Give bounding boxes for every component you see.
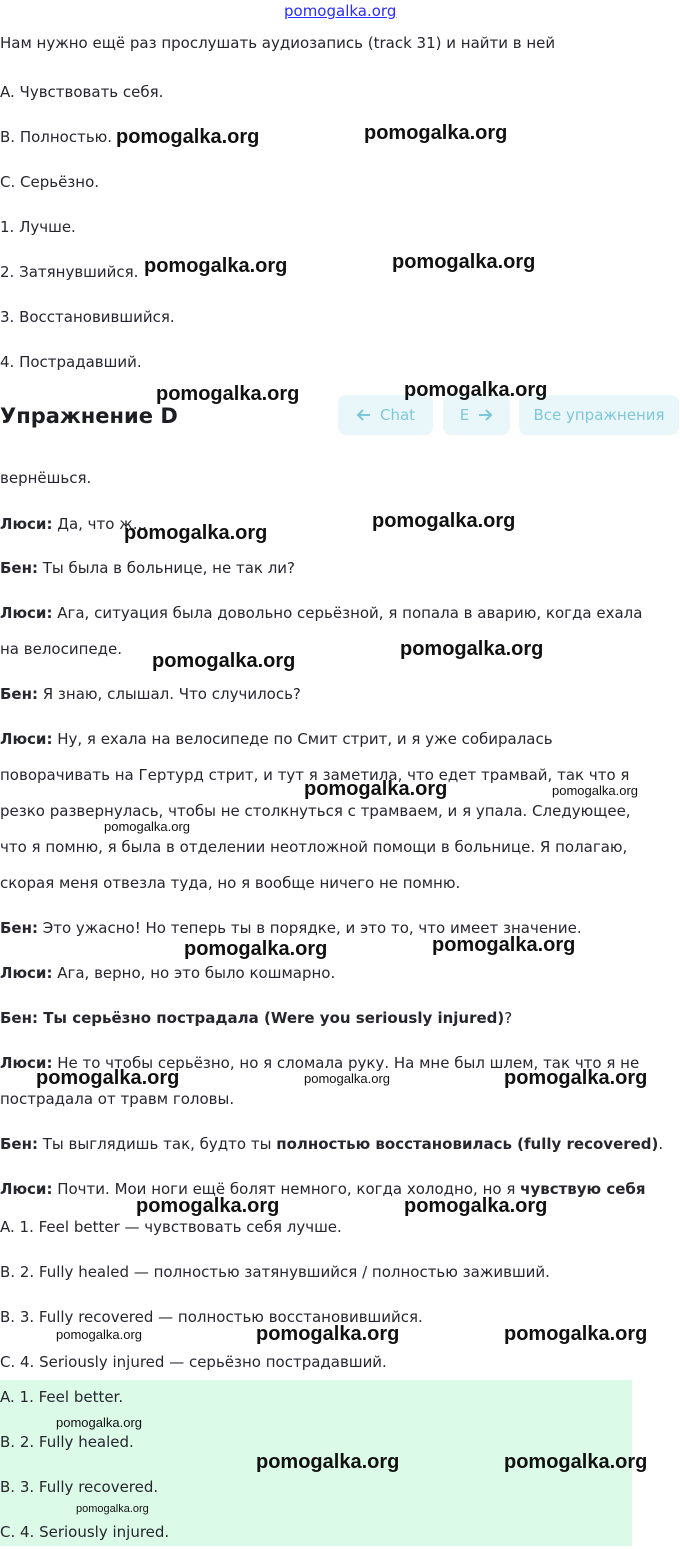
watermark: pomogalka.org <box>304 778 448 800</box>
watermark: pomogalka.org <box>56 1415 142 1430</box>
letter-item-b: B. Полностью. <box>0 128 113 146</box>
dialogue-line: что я помню, я была в отделении неотложной помощи в больнице. Я полагаю, <box>0 838 628 856</box>
site-logo[interactable]: pomogalka.org <box>284 2 397 20</box>
number-item-4: 4. Пострадавший. <box>0 353 142 371</box>
watermark: pomogalka.org <box>432 934 576 956</box>
speaker-name: Люси: <box>0 1180 53 1198</box>
dialogue-line <box>0 729 553 749</box>
explanation-item: C. 4. Seriously injured — серьёзно пострадавший. <box>0 1353 387 1371</box>
explanation-item: B. 2. Fully healed — полностью затянувшийся / полностью заживший. <box>0 1263 550 1281</box>
watermark: pomogalka.org <box>104 819 190 834</box>
explanation-item: A. 1. Feel better — чувствовать себя лучше. <box>0 1218 342 1236</box>
watermark: pomogalka.org <box>400 638 544 660</box>
watermark: pomogalka.org <box>304 1071 390 1086</box>
speech-text: Ты выглядишь так, будто ты <box>37 1135 277 1153</box>
speech-text: Ты была в больнице, не так ли? <box>37 559 296 577</box>
speaker-name: Люси: <box>0 604 53 622</box>
speaker-name: Люси: <box>0 964 53 982</box>
watermark: pomogalka.org <box>256 1451 400 1473</box>
number-item-3: 3. Восстановившийся. <box>0 308 175 326</box>
highlight-phrase: полностью восстановилась (fully recovered) <box>276 1135 659 1153</box>
dialogue-line <box>0 1179 646 1199</box>
dialogue-line <box>0 684 301 704</box>
speech-text: Это ужасно! Но теперь ты в порядке, и это то, что имеет значение. <box>37 919 582 937</box>
speaker-name: Бен: <box>0 685 38 703</box>
speaker-name: Люси: <box>0 730 53 748</box>
exercise-title: Упражнение D <box>0 404 178 428</box>
answer-item: B. 3. Fully recovered. <box>0 1478 159 1496</box>
watermark: pomogalka.org <box>552 783 638 798</box>
answer-item: A. 1. Feel better. <box>0 1388 124 1406</box>
watermark: pomogalka.org <box>136 1195 280 1217</box>
next-exercise-label: E <box>459 406 470 424</box>
prev-exercise-label: Chat <box>379 406 416 424</box>
dialogue-line: вернёшься. <box>0 469 92 487</box>
watermark: pomogalka.org <box>504 1451 648 1473</box>
dialogue-line: пострадала от травм головы. <box>0 1090 235 1108</box>
watermark: pomogalka.org <box>124 522 268 544</box>
watermark: pomogalka.org <box>156 383 300 405</box>
speaker-name: Бен: <box>0 559 38 577</box>
dialogue-line <box>0 603 642 623</box>
speech-text: Ага, верно, но это было кошмарно. <box>52 964 336 982</box>
speaker-name: Бен: <box>0 919 38 937</box>
watermark: pomogalka.org <box>392 251 536 273</box>
speech-text: Я знаю, слышал. Что случилось? <box>37 685 301 703</box>
watermark: pomogalka.org <box>372 510 516 532</box>
dialogue-line: на велосипеде. <box>0 640 122 658</box>
speech-text: Ну, я ехала на велосипеде по Смит стрит, и я уже собиралась <box>52 730 553 748</box>
watermark: pomogalka.org <box>116 126 260 148</box>
watermark: pomogalka.org <box>364 122 508 144</box>
speech-text: Почти. Мои ноги ещё болят немного, когда холодно, но я <box>52 1180 521 1198</box>
watermark: pomogalka.org <box>144 255 288 277</box>
dialogue-line: скорая меня отвезла туда, но я вообще ничего не помню. <box>0 874 461 892</box>
speech-text: Да, что ж... <box>52 515 148 533</box>
intro-text: Нам нужно ещё раз прослушать аудиозапись (track 31) и найти в ней <box>0 34 556 52</box>
letter-item-c: C. Серьёзно. <box>0 173 100 191</box>
dialogue-line <box>0 963 335 983</box>
dialogue-line: резко развернулась, чтобы не столкнуться с трамваем, и я упала. Следующее, <box>0 802 631 820</box>
all-exercises-label: Все упражнения <box>533 406 665 424</box>
watermark: pomogalka.org <box>56 1327 142 1342</box>
answer-item: C. 4. Seriously injured. <box>0 1523 170 1541</box>
number-item-2: 2. Затянувшийся. <box>0 263 139 281</box>
number-item-1: 1. Лучше. <box>0 218 76 236</box>
watermark: pomogalka.org <box>504 1323 648 1345</box>
speaker-name: Люси: <box>0 1054 53 1072</box>
dialogue-line <box>0 1008 512 1028</box>
watermark: pomogalka.org <box>404 1195 548 1217</box>
dialogue-line: поворачивать на Гертурд стрит, и тут я заметила, что едет трамвай, так что я <box>0 766 630 784</box>
watermark: pomogalka.org <box>76 1503 149 1515</box>
arrow-right-icon <box>477 407 493 423</box>
speaker-name: Люси: <box>0 515 53 533</box>
arrow-left-icon <box>356 407 372 423</box>
speech-text: Не то чтобы серьёзно, но я сломала руку. На мне был шлем, так что я не <box>52 1054 640 1072</box>
watermark: pomogalka.org <box>404 379 548 401</box>
speech-text: ? <box>504 1009 513 1027</box>
highlight-phrase: чувствую себя <box>520 1180 646 1198</box>
explanation-item: B. 3. Fully recovered — полностью восстановившийся. <box>0 1308 423 1326</box>
highlight-phrase: Ты серьёзно пострадала (Were you seriously injured) <box>37 1009 505 1027</box>
speech-text: Ага, ситуация была довольно серьёзной, я попала в аварию, когда ехала <box>52 604 643 622</box>
dialogue-line <box>0 558 295 578</box>
speaker-name: Бен: <box>0 1009 38 1027</box>
watermark: pomogalka.org <box>184 938 328 960</box>
dialogue-line <box>0 1134 663 1154</box>
watermark: pomogalka.org <box>256 1323 400 1345</box>
speech-text: . <box>658 1135 664 1153</box>
watermark: pomogalka.org <box>36 1067 180 1089</box>
watermark: pomogalka.org <box>152 650 296 672</box>
letter-item-a: A. Чувствовать себя. <box>0 83 164 101</box>
answer-item: B. 2. Fully healed. <box>0 1433 134 1451</box>
watermark: pomogalka.org <box>504 1067 648 1089</box>
speaker-name: Бен: <box>0 1135 38 1153</box>
